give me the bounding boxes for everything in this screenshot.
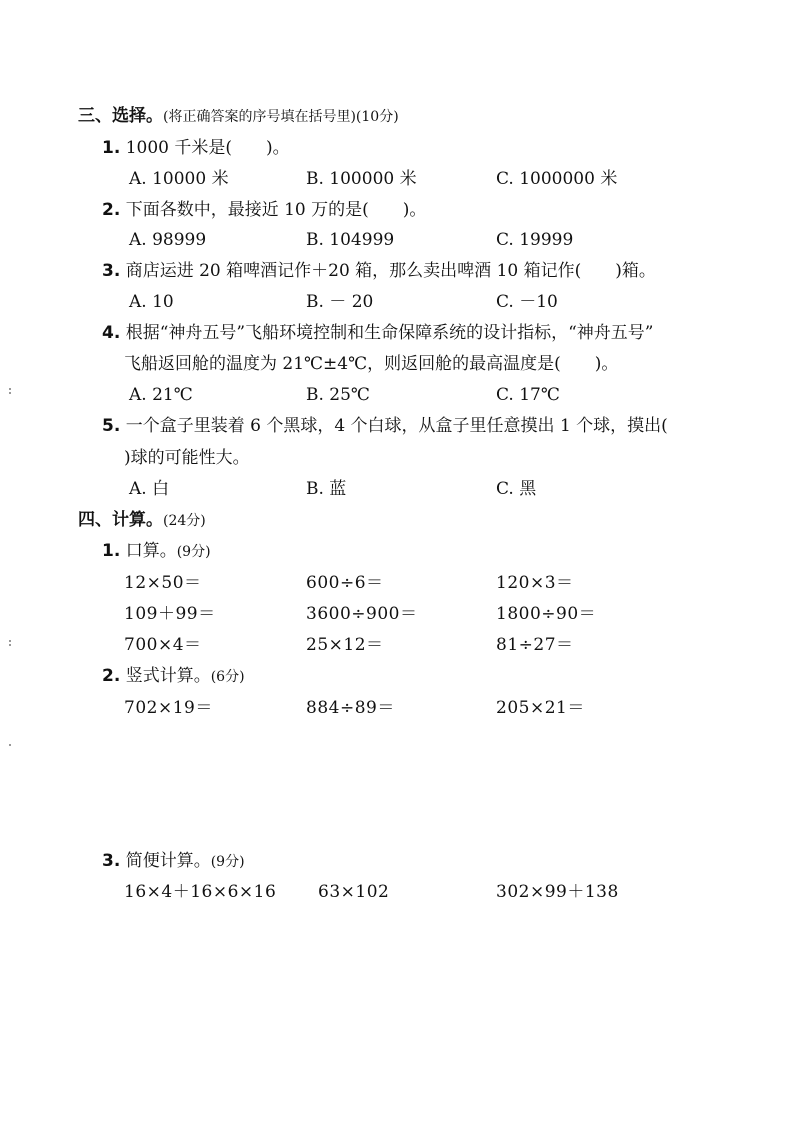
part-3-heading	[102, 850, 245, 873]
option-c: C. －10	[496, 292, 558, 312]
part-number: 3.	[102, 851, 121, 871]
margin-mark	[9, 644, 11, 646]
mental-calc-item: 25×12＝	[306, 635, 384, 655]
section-3-heading	[78, 105, 399, 128]
question-number: 3.	[102, 261, 121, 281]
section-3-note: (将正确答案的序号填在括号里)(10分)	[163, 109, 399, 125]
mental-calc-item: 3600÷900＝	[306, 604, 418, 624]
part-note: (9分)	[176, 544, 211, 560]
option-b: B. 104999	[306, 230, 395, 250]
part-2-heading	[102, 665, 245, 688]
option-b: B. 蓝	[306, 479, 347, 499]
section-4-note: (24分)	[163, 513, 206, 529]
mental-calc-item: 700×4＝	[124, 635, 202, 655]
vertical-calc-item: 205×21＝	[496, 698, 585, 718]
margin-mark	[9, 744, 11, 746]
margin-mark	[9, 392, 11, 394]
part-title: 竖式计算。	[125, 666, 211, 686]
mental-calc-item: 81÷27＝	[496, 635, 574, 655]
simplified-calc-item: 16×4＋16×6×16	[124, 882, 277, 902]
part-title: 口算。	[125, 541, 177, 561]
question-number: 2.	[102, 200, 121, 220]
question-text: 1000 千米是( )。	[125, 138, 290, 158]
margin-mark	[9, 640, 11, 642]
question-4-line-2: 飞船返回舱的温度为 21℃±4℃，则返回舱的最高温度是( )。	[124, 354, 619, 374]
question-number: 4.	[102, 323, 121, 343]
question-3	[102, 260, 656, 282]
option-a: A. 白	[129, 479, 170, 499]
option-b: B. 25℃	[306, 385, 370, 405]
question-number: 5.	[102, 416, 121, 436]
margin-mark	[9, 388, 11, 390]
option-a: A. 98999	[129, 230, 207, 250]
question-5-line-2: )球的可能性大。	[124, 448, 250, 468]
part-number: 1.	[102, 541, 121, 561]
part-1-heading	[102, 540, 211, 563]
question-5	[102, 415, 668, 437]
question-text: 根据“神舟五号”飞船环境控制和生命保障系统的设计指标，“神舟五号”	[125, 323, 654, 343]
section-3-title: 三、选择。	[78, 106, 163, 126]
mental-calc-item: 1800÷90＝	[496, 604, 597, 624]
part-title: 简便计算。	[125, 851, 211, 871]
option-c: C. 1000000 米	[496, 169, 618, 189]
question-text: 一个盒子里装着 6 个黑球，4 个白球，从盒子里任意摸出 1 个球，摸出(	[125, 416, 668, 436]
mental-calc-item: 12×50＝	[124, 573, 202, 593]
vertical-calc-item: 702×19＝	[124, 698, 213, 718]
option-b: B. － 20	[306, 292, 374, 312]
mental-calc-item: 120×3＝	[496, 573, 574, 593]
simplified-calc-item: 63×102	[318, 882, 390, 902]
part-number: 2.	[102, 666, 121, 686]
question-text: 商店运进 20 箱啤酒记作＋20 箱，那么卖出啤酒 10 箱记作( )箱。	[125, 261, 656, 281]
option-b: B. 100000 米	[306, 169, 417, 189]
vertical-calc-item: 884÷89＝	[306, 698, 395, 718]
question-1	[102, 137, 290, 159]
section-4-heading	[78, 509, 206, 532]
simplified-calc-item: 302×99＋138	[496, 882, 619, 902]
part-note: (6分)	[210, 669, 245, 685]
option-c: C. 黑	[496, 479, 537, 499]
mental-calc-item: 109＋99＝	[124, 604, 216, 624]
question-4	[102, 322, 653, 344]
option-c: C. 17℃	[496, 385, 560, 405]
question-text: 下面各数中，最接近 10 万的是( )。	[125, 200, 427, 220]
option-a: A. 10	[129, 292, 174, 312]
question-number: 1.	[102, 138, 121, 158]
option-c: C. 19999	[496, 230, 574, 250]
option-a: A. 10000 米	[129, 169, 229, 189]
part-note: (9分)	[210, 854, 245, 870]
option-a: A. 21℃	[129, 385, 193, 405]
section-4-title: 四、计算。	[78, 510, 163, 530]
mental-calc-item: 600÷6＝	[306, 573, 384, 593]
question-2	[102, 199, 426, 221]
